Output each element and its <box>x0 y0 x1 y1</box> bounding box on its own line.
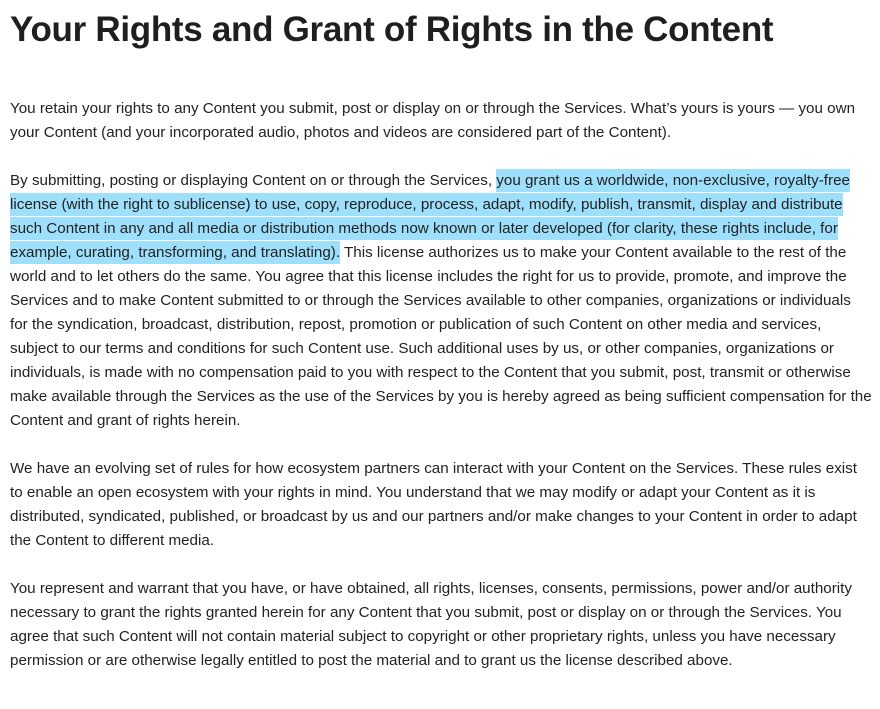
paragraph-ecosystem-rules: We have an evolving set of rules for how ecosystem partners can interact with your Content on the Services. These rules exist to enable an open ecosystem with your rights in mind. You understand that we may modify or adapt your Content as it is distributed, syndicated, published, or broadcast by us and our partners and/or make changes to your Content in order to adapt the Content to different media. <box>10 460 857 549</box>
paragraph-representations: You represent and warrant that you have, or have obtained, all rights, licenses, consents, permissions, power and/or authority necessary to grant the rights granted herein for any Content that you submit, post or display on or through the Services. You agree that such Content will not contain material subject to copyright or other proprietary rights, unless you have necessary permission or are otherwise legally entitled to post the material and to grant us the license described above. <box>10 580 852 669</box>
paragraph-license-grant <box>10 169 872 433</box>
license-intro-text: By submitting, posting or displaying Content on or through the Services, <box>10 172 497 189</box>
document-body <box>10 0 872 673</box>
page-title: Your Rights and Grant of Rights in the Content <box>10 10 774 49</box>
selected-text-highlight[interactable]: you grant us a worldwide, non-exclusive, royalty-free license (with the right to sublicense) to use, copy, reproduce, process, adapt, modify, publish, transmit, display and distribute such Content in any and all media or distribution methods now known or later developed (for clarity, these rights include, for example, curating, transforming, and translating). <box>10 169 850 264</box>
license-details-text: This license authorizes us to make your Content available to the rest of the world and to let others do the same. You agree that this license includes the right for us to provide, promote, and improve the Services and to make Content submitted to or through the Services available to other companies, organizations or individuals for the syndication, broadcast, distribution, repost, promotion or publication of such Content on other media and services, subject to our terms and conditions for such Content use. Such additional uses by us, or other companies, organizations or individuals, is made with no compensation paid to you with respect to the Content that you submit, post, transmit or otherwise make available through the Services as the use of the Services by you is hereby agreed as being sufficient compensation for the Content and grant of rights herein. <box>10 244 872 429</box>
paragraph-retain-rights: You retain your rights to any Content you submit, post or display on or through the Services. What’s yours is yours — you own your Content (and your incorporated audio, photos and videos are considered part of the Content). <box>10 100 856 141</box>
